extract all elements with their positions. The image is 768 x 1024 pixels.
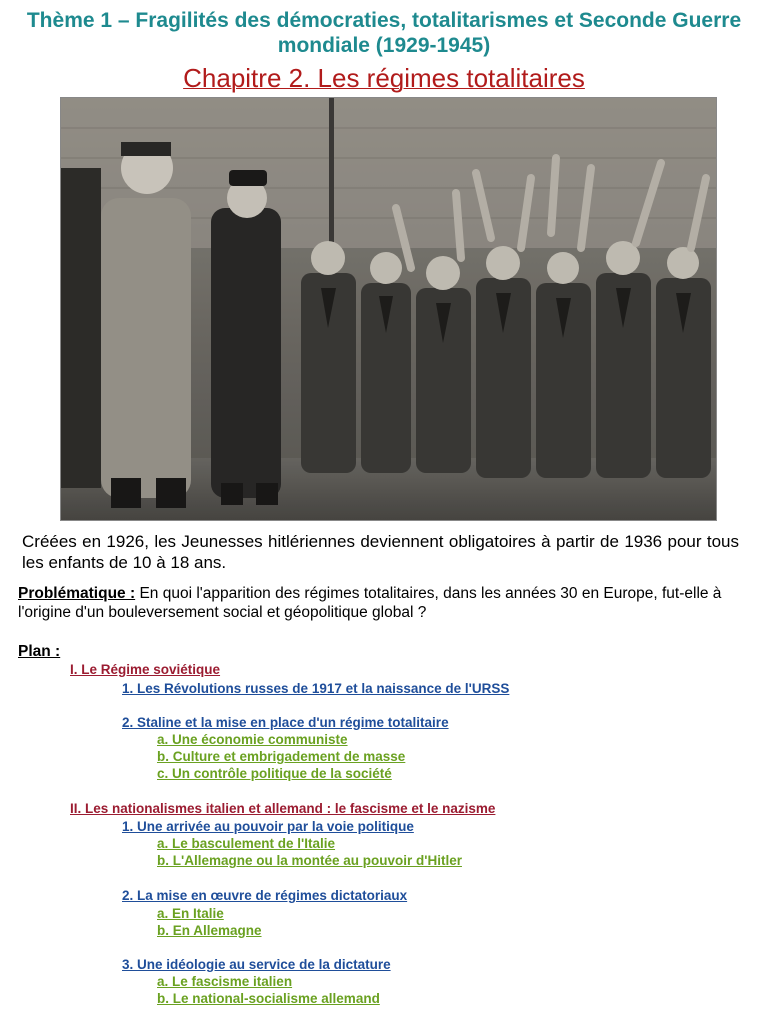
plan-subsection-2-1-a[interactable]: a. Le basculement de l'Italie bbox=[157, 836, 336, 851]
theme-title: Thème 1 – Fragilités des démocraties, totalitarismes et Seconde Guerre mondiale (1929-1945) bbox=[26, 9, 742, 57]
plan-subsection-2-3-b[interactable]: b. Le national-socialisme allemand bbox=[157, 991, 380, 1006]
plan-subsection-2-2-a[interactable]: a. En Italie bbox=[157, 906, 224, 921]
chapter-title bbox=[0, 63, 768, 94]
historical-photo bbox=[60, 97, 717, 521]
photo-caption: Créées en 1926, les Jeunesses hitlériennes deviennent obligatoires à partir de 1936 pour tous les enfants de 10 à 18 ans. bbox=[22, 532, 739, 572]
plan-section-1-2[interactable]: 2. Staline et la mise en place d'un régime totalitaire bbox=[122, 715, 449, 730]
plan-section-2-1[interactable]: 1. Une arrivée au pouvoir par la voie politique bbox=[122, 819, 414, 834]
problematique bbox=[18, 584, 763, 622]
plan-subsection-1-2-b[interactable]: b. Culture et embrigadement de masse bbox=[157, 749, 406, 764]
photo-illustration bbox=[61, 98, 716, 520]
chapter-title-text: Chapitre 2. Les régimes totalitaires bbox=[183, 63, 585, 93]
plan-subsection-2-3-a[interactable]: a. Le fascisme italien bbox=[157, 974, 293, 989]
plan-subsection-1-2-a[interactable]: a. Une économie communiste bbox=[157, 732, 348, 747]
problematique-label: Problématique : bbox=[18, 585, 136, 602]
plan-part-2[interactable]: II. Les nationalismes italien et allemand : le fascisme et le nazisme bbox=[70, 801, 496, 816]
plan-part-1[interactable]: I. Le Régime soviétique bbox=[70, 662, 221, 677]
problematique-text: En quoi l'apparition des régimes totalitaires, dans les années 30 en Europe, fut-elle à l'origine d'un bouleversement social et géopolitique global ? bbox=[18, 585, 722, 621]
plan-subsection-1-2-c[interactable]: c. Un contrôle politique de la société bbox=[157, 766, 392, 781]
plan-section-2-2[interactable]: 2. La mise en œuvre de régimes dictatoriaux bbox=[122, 888, 408, 903]
plan-label: Plan : bbox=[18, 643, 61, 660]
plan-section-1-1[interactable]: 1. Les Révolutions russes de 1917 et la naissance de l'URSS bbox=[122, 681, 510, 696]
plan-subsection-2-2-b[interactable]: b. En Allemagne bbox=[157, 923, 262, 938]
plan-section-2-3[interactable]: 3. Une idéologie au service de la dictature bbox=[122, 957, 391, 972]
plan-subsection-2-1-b[interactable]: b. L'Allemagne ou la montée au pouvoir d'Hitler bbox=[157, 853, 462, 868]
